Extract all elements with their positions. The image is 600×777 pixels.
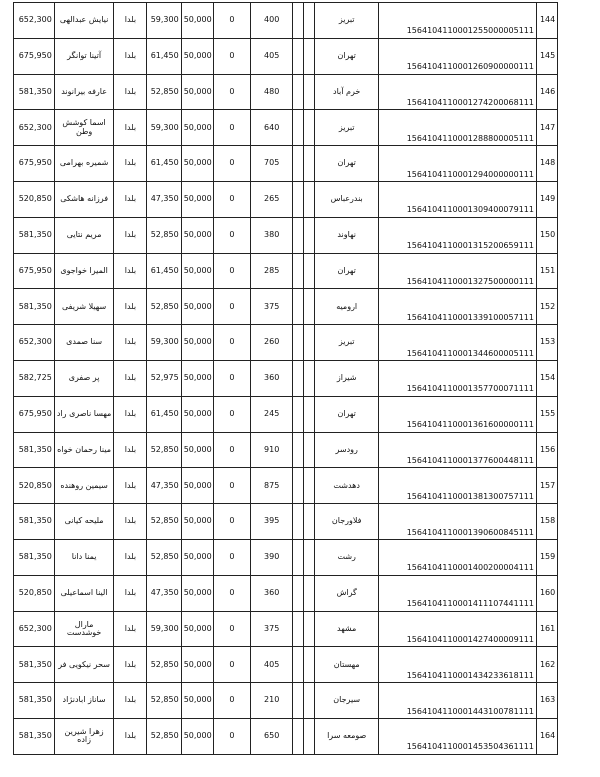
amount-a-cell: 52,850 [147,539,181,575]
row-index-cell: 156 [536,432,557,468]
code-cell: 1564104110001443100781111 [379,683,537,719]
city-cell: تهران [315,38,379,74]
name-cell: مریم نتایی [54,217,114,253]
table-row [14,647,558,683]
city-cell: رشت [315,539,379,575]
row-index-cell: 144 [536,3,557,39]
total-cell: 652,300 [14,110,55,146]
number-cell: 400 [251,3,293,39]
row-index-cell: 163 [536,683,557,719]
name-cell: سهیلا شریفی [54,289,114,325]
zero-cell: 0 [213,181,251,217]
code-cell: 1564104110001309400079111 [379,181,537,217]
total-cell: 581,350 [14,647,55,683]
zero-cell: 0 [213,647,251,683]
code-cell: 1564104110001260900000111 [379,38,537,74]
blank-cell [293,3,304,39]
blank-cell [304,504,315,540]
row-index-cell: 157 [536,468,557,504]
amount-b-cell: 50,000 [181,360,213,396]
tag-cell: بلدا [114,683,147,719]
total-cell: 581,350 [14,74,55,110]
table-row [14,504,558,540]
total-cell: 652,300 [14,325,55,361]
name-cell: ملیحه کیانی [54,504,114,540]
zero-cell: 0 [213,325,251,361]
zero-cell: 0 [213,683,251,719]
city-cell: رودسر [315,432,379,468]
city-cell: تبریز [315,3,379,39]
amount-a-cell: 52,850 [147,683,181,719]
row-index-cell: 145 [536,38,557,74]
total-cell: 675,950 [14,253,55,289]
code-cell: 1564104110001255000005111 [379,3,537,39]
number-cell: 360 [251,575,293,611]
amount-b-cell: 50,000 [181,504,213,540]
row-index-cell: 150 [536,217,557,253]
city-cell: تبریز [315,110,379,146]
blank-cell [293,718,304,754]
table-row [14,611,558,647]
total-cell: 582,725 [14,360,55,396]
blank-cell [304,432,315,468]
blank-cell [293,74,304,110]
code-cell: 1564104110001400200004111 [379,539,537,575]
code-cell: 1564104110001357700071111 [379,360,537,396]
amount-b-cell: 50,000 [181,146,213,182]
amount-a-cell: 59,300 [147,611,181,647]
amount-b-cell: 50,000 [181,575,213,611]
blank-cell [304,611,315,647]
blank-cell [293,110,304,146]
code-cell: 1564104110001377600448111 [379,432,537,468]
records-table [13,2,558,755]
number-cell: 285 [251,253,293,289]
blank-cell [304,181,315,217]
blank-cell [293,611,304,647]
total-cell: 581,350 [14,504,55,540]
row-index-cell: 148 [536,146,557,182]
code-cell: 1564104110001344600005111 [379,325,537,361]
name-cell: ساناز ابادنژاد [54,683,114,719]
table-body [14,3,558,755]
city-cell: مهستان [315,647,379,683]
blank-cell [293,432,304,468]
code-cell: 1564104110001327500000111 [379,253,537,289]
code-cell: 1564104110001453504361111 [379,718,537,754]
number-cell: 380 [251,217,293,253]
amount-b-cell: 50,000 [181,217,213,253]
blank-cell [293,683,304,719]
blank-cell [304,3,315,39]
number-cell: 245 [251,396,293,432]
row-index-cell: 149 [536,181,557,217]
amount-b-cell: 50,000 [181,253,213,289]
blank-cell [293,217,304,253]
blank-cell [293,468,304,504]
blank-cell [293,647,304,683]
row-index-cell: 155 [536,396,557,432]
name-cell: آتینا توانگر [54,38,114,74]
blank-cell [304,253,315,289]
amount-b-cell: 50,000 [181,181,213,217]
number-cell: 910 [251,432,293,468]
blank-cell [304,647,315,683]
zero-cell: 0 [213,575,251,611]
blank-cell [293,504,304,540]
name-cell: اسما کوشش وطن [54,110,114,146]
code-cell: 1564104110001411107441111 [379,575,537,611]
amount-a-cell: 52,850 [147,647,181,683]
blank-cell [293,575,304,611]
zero-cell: 0 [213,504,251,540]
table-row [14,217,558,253]
blank-cell [293,38,304,74]
number-cell: 375 [251,289,293,325]
amount-a-cell: 52,850 [147,718,181,754]
code-cell: 1564104110001294000000111 [379,146,537,182]
blank-cell [304,217,315,253]
table-row [14,575,558,611]
city-cell: سیرجان [315,683,379,719]
amount-b-cell: 50,000 [181,611,213,647]
name-cell: زهرا شیرین زاده [54,718,114,754]
amount-a-cell: 47,350 [147,468,181,504]
city-cell: صومعه سرا [315,718,379,754]
table-row [14,3,558,39]
name-cell: پر صفری [54,360,114,396]
tag-cell: بلدا [114,74,147,110]
number-cell: 210 [251,683,293,719]
blank-cell [304,360,315,396]
number-cell: 650 [251,718,293,754]
tag-cell: بلدا [114,718,147,754]
zero-cell: 0 [213,38,251,74]
amount-a-cell: 47,350 [147,575,181,611]
number-cell: 260 [251,325,293,361]
blank-cell [304,683,315,719]
table-row [14,396,558,432]
row-index-cell: 158 [536,504,557,540]
city-cell: تهران [315,396,379,432]
table-row [14,289,558,325]
blank-cell [293,325,304,361]
name-cell: عارفه بیرانوند [54,74,114,110]
total-cell: 581,350 [14,539,55,575]
zero-cell: 0 [213,253,251,289]
zero-cell: 0 [213,217,251,253]
amount-a-cell: 47,350 [147,181,181,217]
code-cell: 1564104110001381300757111 [379,468,537,504]
amount-a-cell: 61,450 [147,38,181,74]
number-cell: 375 [251,611,293,647]
name-cell: سیمین روهنده [54,468,114,504]
row-index-cell: 147 [536,110,557,146]
number-cell: 360 [251,360,293,396]
table-row [14,683,558,719]
amount-a-cell: 52,850 [147,289,181,325]
zero-cell: 0 [213,611,251,647]
amount-a-cell: 52,850 [147,504,181,540]
tag-cell: بلدا [114,146,147,182]
blank-cell [293,539,304,575]
name-cell: سحر نیکویی فر [54,647,114,683]
blank-cell [304,718,315,754]
row-index-cell: 146 [536,74,557,110]
blank-cell [304,38,315,74]
name-cell: مینا رحمان خواه [54,432,114,468]
table-row [14,360,558,396]
zero-cell: 0 [213,396,251,432]
zero-cell: 0 [213,432,251,468]
total-cell: 581,350 [14,432,55,468]
row-index-cell: 162 [536,647,557,683]
zero-cell: 0 [213,539,251,575]
amount-a-cell: 61,450 [147,396,181,432]
zero-cell: 0 [213,468,251,504]
number-cell: 480 [251,74,293,110]
row-index-cell: 164 [536,718,557,754]
tag-cell: بلدا [114,110,147,146]
blank-cell [304,74,315,110]
total-cell: 581,350 [14,289,55,325]
blank-cell [304,289,315,325]
number-cell: 875 [251,468,293,504]
row-index-cell: 151 [536,253,557,289]
city-cell: گراش [315,575,379,611]
code-cell: 1564104110001339100057111 [379,289,537,325]
amount-a-cell: 52,850 [147,217,181,253]
zero-cell: 0 [213,110,251,146]
tag-cell: بلدا [114,217,147,253]
amount-b-cell: 50,000 [181,683,213,719]
amount-a-cell: 52,850 [147,432,181,468]
name-cell: المیرا خواجوی [54,253,114,289]
blank-cell [304,575,315,611]
zero-cell: 0 [213,146,251,182]
table-row [14,38,558,74]
total-cell: 652,300 [14,611,55,647]
name-cell: مهسا ناصری راد [54,396,114,432]
name-cell: سنا صمدی [54,325,114,361]
total-cell: 520,850 [14,181,55,217]
zero-cell: 0 [213,289,251,325]
amount-b-cell: 50,000 [181,539,213,575]
tag-cell: بلدا [114,432,147,468]
tag-cell: بلدا [114,468,147,504]
tag-cell: بلدا [114,181,147,217]
total-cell: 581,350 [14,718,55,754]
blank-cell [293,253,304,289]
table-row [14,146,558,182]
blank-cell [293,396,304,432]
city-cell: فلاورجان [315,504,379,540]
city-cell: شیراز [315,360,379,396]
city-cell: مشهد [315,611,379,647]
amount-b-cell: 50,000 [181,74,213,110]
row-index-cell: 160 [536,575,557,611]
total-cell: 520,850 [14,575,55,611]
blank-cell [293,289,304,325]
city-cell: نهاوند [315,217,379,253]
number-cell: 405 [251,647,293,683]
code-cell: 1564104110001390600845111 [379,504,537,540]
number-cell: 640 [251,110,293,146]
tag-cell: بلدا [114,360,147,396]
blank-cell [304,396,315,432]
amount-b-cell: 50,000 [181,432,213,468]
city-cell: ارومیه [315,289,379,325]
blank-cell [304,468,315,504]
blank-cell [293,360,304,396]
zero-cell: 0 [213,360,251,396]
city-cell: دهدشت [315,468,379,504]
city-cell: بندرعباس [315,181,379,217]
table-row [14,468,558,504]
amount-b-cell: 50,000 [181,289,213,325]
code-cell: 1564104110001434233618111 [379,647,537,683]
amount-b-cell: 50,000 [181,38,213,74]
name-cell: نیایش عبدالهی [54,3,114,39]
row-index-cell: 152 [536,289,557,325]
tag-cell: بلدا [114,539,147,575]
name-cell: الینا اسماعیلی [54,575,114,611]
table-row [14,74,558,110]
zero-cell: 0 [213,718,251,754]
row-index-cell: 154 [536,360,557,396]
tag-cell: بلدا [114,396,147,432]
number-cell: 705 [251,146,293,182]
amount-b-cell: 50,000 [181,718,213,754]
code-cell: 1564104110001315200659111 [379,217,537,253]
amount-b-cell: 50,000 [181,3,213,39]
zero-cell: 0 [213,3,251,39]
total-cell: 581,350 [14,683,55,719]
tag-cell: بلدا [114,289,147,325]
number-cell: 265 [251,181,293,217]
amount-a-cell: 59,300 [147,110,181,146]
table-row [14,718,558,754]
total-cell: 520,850 [14,468,55,504]
table-row [14,253,558,289]
code-cell: 1564104110001288800005111 [379,110,537,146]
blank-cell [304,325,315,361]
table-row [14,110,558,146]
zero-cell: 0 [213,74,251,110]
name-cell: مارال خوشدست [54,611,114,647]
total-cell: 675,950 [14,146,55,182]
tag-cell: بلدا [114,253,147,289]
row-index-cell: 159 [536,539,557,575]
amount-a-cell: 52,975 [147,360,181,396]
total-cell: 675,950 [14,38,55,74]
name-cell: یمنا دانا [54,539,114,575]
city-cell: تبریز [315,325,379,361]
total-cell: 675,950 [14,396,55,432]
total-cell: 652,300 [14,3,55,39]
row-index-cell: 153 [536,325,557,361]
city-cell: خرم آباد [315,74,379,110]
tag-cell: بلدا [114,504,147,540]
amount-a-cell: 59,300 [147,325,181,361]
number-cell: 390 [251,539,293,575]
code-cell: 1564104110001274200068111 [379,74,537,110]
amount-a-cell: 59,300 [147,3,181,39]
total-cell: 581,350 [14,217,55,253]
tag-cell: بلدا [114,38,147,74]
amount-b-cell: 50,000 [181,396,213,432]
blank-cell [304,146,315,182]
tag-cell: بلدا [114,575,147,611]
tag-cell: بلدا [114,325,147,361]
number-cell: 395 [251,504,293,540]
amount-b-cell: 50,000 [181,325,213,361]
amount-a-cell: 61,450 [147,146,181,182]
blank-cell [293,146,304,182]
name-cell: فرزانه هاشکی [54,181,114,217]
city-cell: تهران [315,253,379,289]
amount-a-cell: 61,450 [147,253,181,289]
table-row [14,539,558,575]
city-cell: تهران [315,146,379,182]
blank-cell [304,539,315,575]
amount-a-cell: 52,850 [147,74,181,110]
tag-cell: بلدا [114,647,147,683]
number-cell: 405 [251,38,293,74]
amount-b-cell: 50,000 [181,468,213,504]
blank-cell [293,181,304,217]
amount-b-cell: 50,000 [181,110,213,146]
table-row [14,181,558,217]
amount-b-cell: 50,000 [181,647,213,683]
blank-cell [304,110,315,146]
code-cell: 1564104110001361600000111 [379,396,537,432]
tag-cell: بلدا [114,611,147,647]
tag-cell: بلدا [114,3,147,39]
name-cell: شمیره بهرامی [54,146,114,182]
table-row [14,325,558,361]
row-index-cell: 161 [536,611,557,647]
table-row [14,432,558,468]
code-cell: 1564104110001427400009111 [379,611,537,647]
